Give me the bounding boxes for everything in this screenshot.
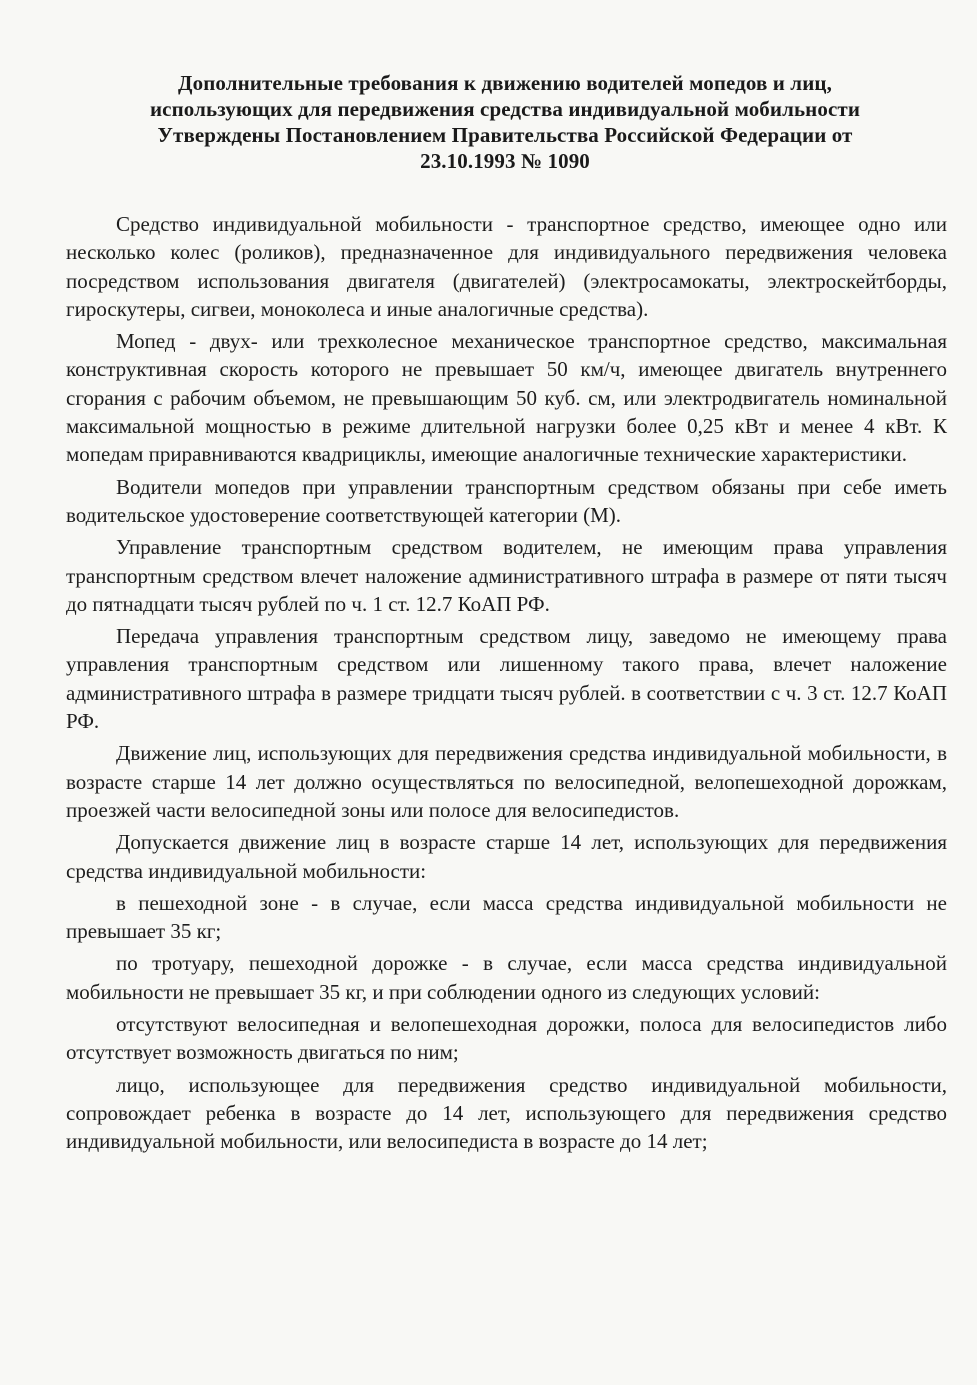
- paragraph-fine-transfer-control: Передача управления транспортным средством лицу, заведомо не имеющему права управления транспортным средством или лишенному такого права, влечет наложение административного штрафа в размере тридцати тысяч рублей. в соответствии с ч. 3 ст. 12.7 КоАП РФ.: [66, 624, 947, 734]
- title-line: Утверждены Постановлением Правительства Российской Федерации от: [157, 123, 853, 147]
- paragraph-driver-license: Водители мопедов при управлении транспортным средством обязаны при себе иметь водительское удостоверение соответствующей категории (М).: [66, 474, 947, 527]
- title-line: использующих для передвижения средства индивидуальной мобильности: [149, 97, 861, 121]
- title-line: Дополнительные требования к движению водителей мопедов и лиц,: [178, 71, 832, 95]
- paragraph-definition-moped: Мопед - двух- или трехколесное механическое транспортное средство, максимальная конструктивная скорость которого не превышает 50 км/ч, имеющее двигатель внутреннего сгорания с рабочим объемом, не превышающим 50 куб. см, или электродвигатель номинальной максимальной мощностью в режиме длительной нагрузки более 0,25 кВт и менее 4 кВт. К мопедам приравниваются квадрициклы, имеющие аналогичные технические характеристики.: [66, 329, 947, 467]
- paragraph-allowed-movement: Допускается движение лиц в возрасте старше 14 лет, использующих для передвижения средства индивидуальной мобильности:: [66, 830, 947, 883]
- document-title: [60, 70, 950, 174]
- paragraph-movement-over-14: Движение лиц, использующих для передвижения средства индивидуальной мобильности, в возрасте старше 14 лет должно осуществляться по велосипедной, велопешеходной дорожкам, проезжей части велосипедной зоны или полосе для велосипедистов.: [66, 741, 947, 822]
- paragraph-sidewalk: по тротуару, пешеходной дорожке - в случае, если масса средства индивидуальной мобильности не превышает 35 кг, и при соблюдении одного из следующих условий:: [66, 951, 947, 1004]
- document-body: [66, 210, 947, 1158]
- paragraph-condition-no-bike-lane: отсутствуют велосипедная и велопешеходная дорожки, полоса для велосипедистов либо отсутствует возможность двигаться по ним;: [66, 1012, 947, 1065]
- title-line: 23.10.1993 № 1090: [420, 149, 590, 173]
- paragraph-condition-accompany-child: лицо, использующее для передвижения средство индивидуальной мобильности, сопровождает ребенка в возрасте до 14 лет, использующего для передвижения средство индивидуальной мобильности, или велосипедиста в возрасте до 14 лет;: [66, 1072, 947, 1154]
- paragraph-pedestrian-zone: в пешеходной зоне - в случае, если масса средства индивидуальной мобильности не превышает 35 кг;: [66, 890, 947, 944]
- paragraph-fine-no-license: Управление транспортным средством водителем, не имеющим права управления транспортным средством влечет наложение административного штрафа в размере от пяти тысяч до пятнадцати тысяч рублей по ч. 1 ст. 12.7 КоАП РФ.: [66, 535, 947, 616]
- paragraph-definition-mobility-device: Средство индивидуальной мобильности - транспортное средство, имеющее одно или несколько колес (роликов), предназначенное для индивидуального передвижения человека посредством использования двигателя (двигателей) (электросамокаты, электроскейтборды, гироскутеры, сигвеи, моноколеса и иные аналогичные средства).: [66, 212, 947, 321]
